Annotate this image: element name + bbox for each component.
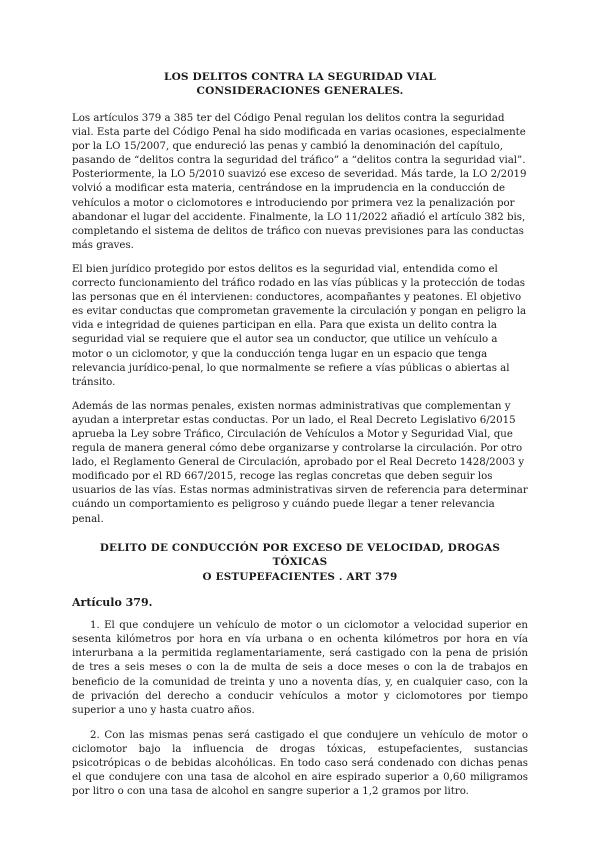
title-line-2: CONSIDERACIONES GENERALES. [196, 85, 404, 97]
title-line-1: LOS DELITOS CONTRA LA SEGURIDAD VIAL [164, 71, 436, 83]
article-heading: Artículo 379. [72, 596, 153, 610]
article-paragraph-1: 1. El que condujere un vehículo de motor o un ciclomotor a velocidad superior en sesenta kilómetros por hora en vía urbana o en ochenta kilómetros por hora en vía interurbana a la permitida reglamentariamente, será castigado con la pena de prisión de tres a seis meses o con la de multa de seis a doce meses o con la de trabajos en beneficio de la comunidad de treinta y uno a noventa días, y, en cualquier caso, con la de privación del derecho a conducir vehículos a motor y ciclomotores por tiempo superior a uno y hasta cuatro años. [72, 620, 528, 716]
section-title-line-1: DELITO DE CONDUCCIÓN POR EXCESO DE VELOCIDAD, DROGAS TÓXICAS [99, 541, 501, 569]
article-paragraph-2: 2. Con las mismas penas será castigado el que condujere un vehículo de motor o ciclomotor bajo la influencia de drogas tóxicas, estupefacientes, sustancias psicotrópicas o de bebidas alcohólicas. En todo caso será condenado con dichas penas el que condujere con una tasa de alcohol en aire espirado superior a 0,60 miligramos por litro o con una tasa de alcohol en sangre superior a 1,2 gramos por litro. [72, 729, 528, 798]
section-title-line-2: O ESTUPEFACIENTES . ART 379 [202, 570, 398, 583]
paragraph-protected-interest: El bien jurídico protegido por estos delitos es la seguridad vial, entendida como el correcto funcionamiento del tráfico rodado en las vías públicas y la protección de todas las personas que en él intervienen: conductores, acompañantes y peatones. El objetivo es evitar conductas que comprometan gravemente la circulación y pongan en peligro la vida e integridad de quienes participan en ella. Para que exista un delito contra la seguridad vial se requiere que el autor sea un conductor, que utilice un vehículo a motor o un ciclomotor, y que la conducción tenga lugar en un espacio que tenga relevancia jurídico-penal, lo que normalmente se refiere a vías públicas o abiertas al tránsito. [72, 263, 527, 388]
document-title [72, 70, 528, 98]
paragraph-administrative-norms: Además de las normas penales, existen normas administrativas que complementan y ayudan a interpretar estas conductas. Por un lado, el Real Decreto Legislativo 6/2015 aprueba la Ley sobre Tráfico, Circulación de Vehículos a Motor y Seguridad Vial, que regula de manera general cómo debe organizarse y controlarse la circulación. Por otro lado, el Reglamento General de Circulación, aprobado por el Real Decreto 1428/2003 y modificado por el RD 667/2015, recoge las reglas concretas que deben seguir los usuarios de las vías. Estas normas administrativas sirven de referencia para determinar cuándo un comportamiento es peligroso y cuándo puede llegar a tener relevancia penal. [72, 400, 528, 525]
section-title [72, 541, 528, 585]
paragraph-legislative-history: Los artículos 379 a 385 ter del Código Penal regulan los delitos contra la seguridad vial. Esta parte del Código Penal ha sido modificada en varias ocasiones, especialmente por la LO 15/2007, que endureció las penas y cambió la denominación del capítulo, pasando de “delitos contra la seguridad del tráfico” a “delitos contra la seguridad vial”. Posteriormente, la LO 5/2010 suavizó ese exceso de severidad. Más tarde, la LO 2/2019 volvió a modificar esta materia, centrándose en la imprudencia en la conducción de vehículos a motor o ciclomotores e introduciendo por primera vez la penalización por abandonar el lugar del accidente. Finalmente, la LO 11/2022 añadió el artículo 382 bis, completando el sistema de delitos de tráfico con nuevas previsiones para las conductas más graves. [72, 113, 527, 251]
